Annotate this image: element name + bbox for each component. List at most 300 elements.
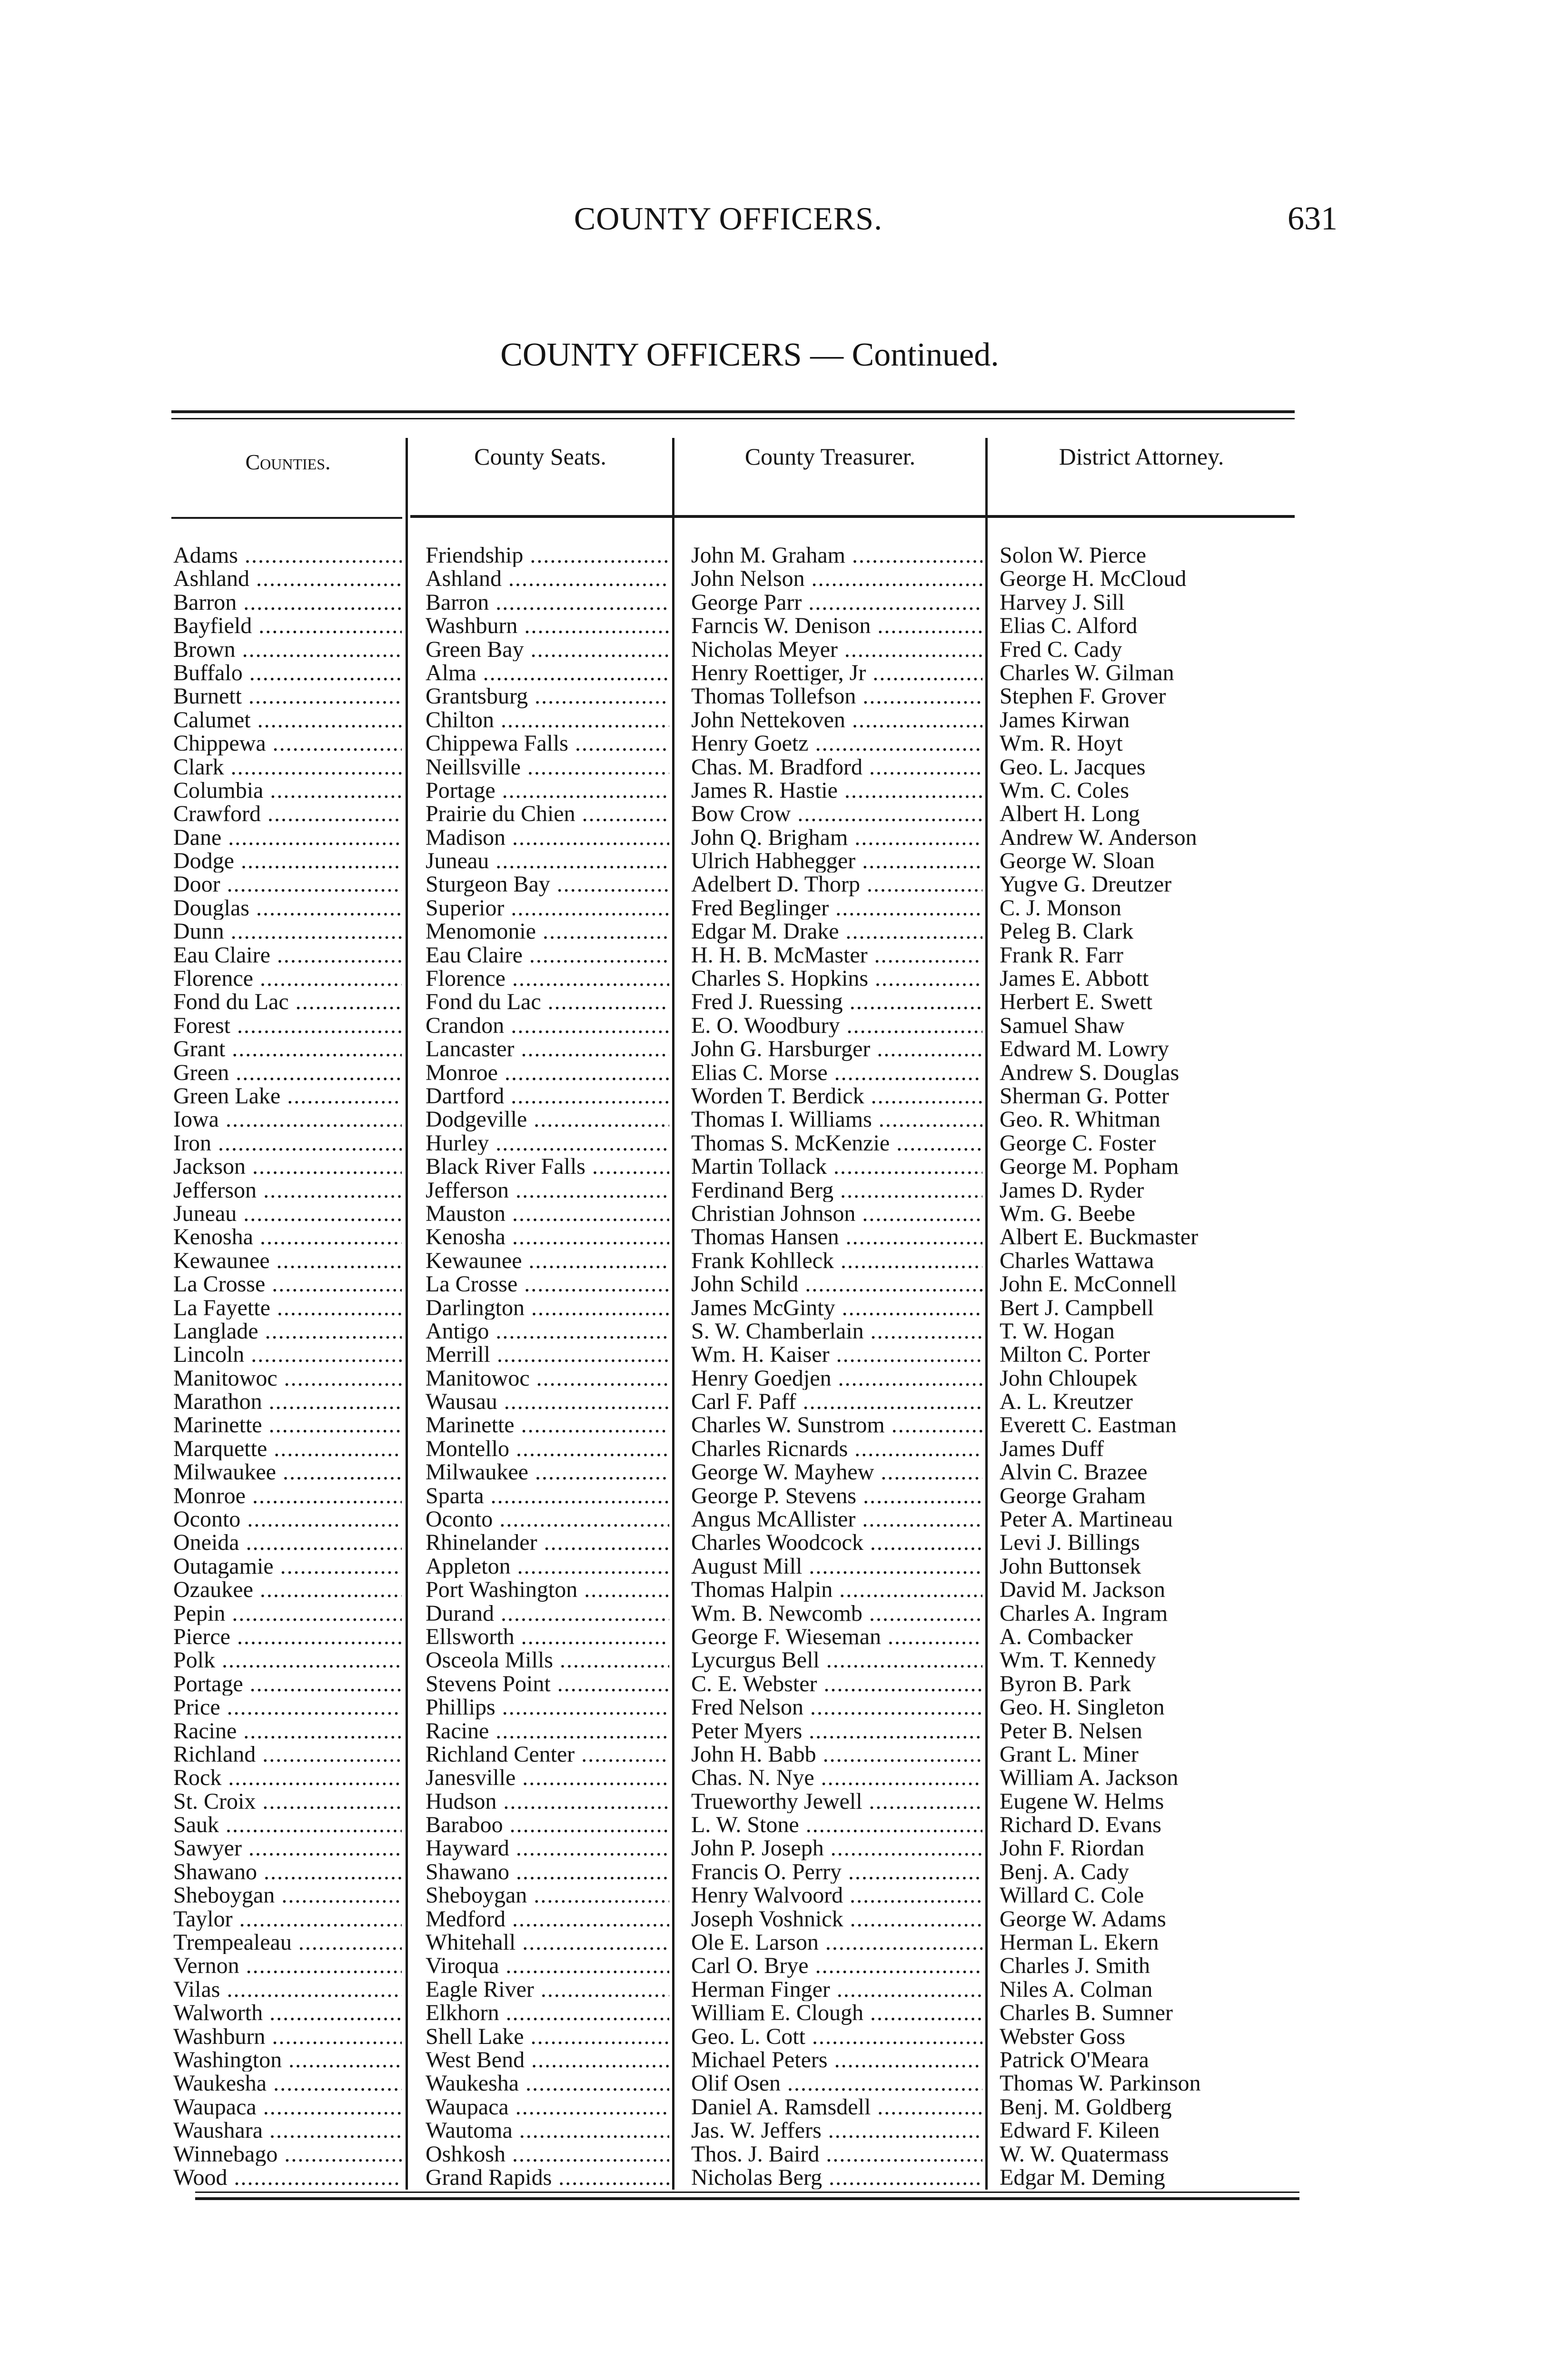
treasurer-row-text: Wm. B. Newcomb ..... — [691, 1602, 982, 1625]
district-attorney-row — [1000, 591, 1295, 614]
county-row-text: Green Lake ..... — [173, 1084, 402, 1108]
treasurer-row — [691, 1602, 982, 1625]
county-seat-row — [426, 708, 669, 732]
county-seat-row — [426, 684, 669, 708]
county-row-text: Ashland ..... — [173, 567, 402, 590]
district-attorney-row-text: Peleg B. Clark — [1000, 920, 1134, 943]
district-attorney-column — [1000, 544, 1295, 2189]
county-seat-row — [426, 2142, 669, 2166]
county-row-text: Waushara ..... — [173, 2119, 402, 2142]
district-attorney-row — [1000, 684, 1295, 708]
county-row-text: Marathon ..... — [173, 1390, 402, 1413]
treasurer-row-text: Charles W. Sunstrom ..... — [691, 1413, 982, 1437]
county-seat-row — [426, 2072, 669, 2095]
table-title: COUNTY OFFICERS — Continued. — [500, 337, 999, 373]
treasurer-row — [691, 943, 982, 967]
county-row-text: Chippewa ..... — [173, 732, 402, 755]
county-row-text: Richland ..... — [173, 1743, 402, 1766]
county-row — [173, 2048, 402, 2072]
treasurer-row-text: Ferdinand Berg ..... — [691, 1179, 982, 1202]
county-seat-row — [426, 591, 669, 614]
district-attorney-row — [1000, 1696, 1295, 1719]
district-attorney-row-text: Peter B. Nelsen — [1000, 1719, 1142, 1743]
county-seat-row-text: Ellsworth ..... — [426, 1625, 669, 1648]
treasurer-row-text: Thos. J. Baird ..... — [691, 2142, 982, 2166]
county-row-text: Washburn ..... — [173, 2025, 402, 2048]
county-row-text: Kenosha ..... — [173, 1225, 402, 1249]
county-seat-row-text: Darlington ..... — [426, 1296, 669, 1319]
county-row — [173, 1014, 402, 1037]
county-row — [173, 1108, 402, 1131]
district-attorney-row-text: Stephen F. Grover — [1000, 684, 1166, 708]
county-seat-row-text: Fond du Lac ..... — [426, 990, 669, 1013]
county-row — [173, 2025, 402, 2048]
county-seat-row-text: Menomonie ..... — [426, 920, 669, 943]
treasurer-row-text: John Nettekoven ..... — [691, 708, 982, 732]
treasurer-row — [691, 802, 982, 825]
treasurer-row — [691, 1272, 982, 1296]
district-attorney-row-text: Albert E. Buckmaster — [1000, 1225, 1199, 1249]
treasurer-row — [691, 1648, 982, 1672]
county-row — [173, 1978, 402, 2001]
county-row-text: Barron ..... — [173, 591, 402, 614]
county-row-text: Dunn ..... — [173, 920, 402, 943]
county-row — [173, 1696, 402, 1719]
county-row-text: Juneau ..... — [173, 1202, 402, 1225]
district-attorney-row-text: George W. Adams — [1000, 1907, 1166, 1931]
treasurer-row-text: Olif Osen ..... — [691, 2072, 982, 2095]
county-seat-row — [426, 2025, 669, 2048]
county-seat-row — [426, 2048, 669, 2072]
county-row-text: Ozaukee ..... — [173, 1578, 402, 1601]
treasurer-row — [691, 755, 982, 779]
county-seat-row — [426, 1413, 669, 1437]
county-seat-row — [426, 1155, 669, 1178]
county-row — [173, 1507, 402, 1531]
county-row-text: Langlade ..... — [173, 1319, 402, 1343]
county-row — [173, 1931, 402, 1954]
treasurer-row-text: Nicholas Meyer ..... — [691, 638, 982, 661]
district-attorney-row — [1000, 1578, 1295, 1601]
county-row — [173, 1672, 402, 1696]
county-seat-row-text: Phillips ..... — [426, 1696, 669, 1719]
county-seat-row — [426, 1672, 669, 1696]
county-seat-row — [426, 1907, 669, 1931]
county-seat-row-text: Medford ..... — [426, 1907, 669, 1931]
county-seat-row — [426, 1061, 669, 1084]
district-attorney-row — [1000, 2001, 1295, 2024]
district-attorney-row — [1000, 1602, 1295, 1625]
county-seat-row-text: Kewaunee ..... — [426, 1249, 669, 1272]
treasurer-row — [691, 1014, 982, 1037]
county-row-text: Jefferson ..... — [173, 1179, 402, 1202]
county-seat-row — [426, 567, 669, 590]
district-attorney-row-text: Byron B. Park — [1000, 1672, 1131, 1696]
county-seat-row — [426, 1202, 669, 1225]
treasurer-row-text: Thomas Tollefson ..... — [691, 684, 982, 708]
treasurer-row — [691, 873, 982, 896]
column-separator — [985, 438, 988, 2190]
county-row — [173, 896, 402, 920]
district-attorney-row-text: Webster Goss — [1000, 2024, 1126, 2048]
treasurer-row — [691, 896, 982, 920]
county-row-text: Buffalo ..... — [173, 661, 402, 684]
treasurer-row-text: Fred J. Ruessing ..... — [691, 990, 982, 1013]
county-row-text: Taylor ..... — [173, 1907, 402, 1931]
county-seat-row — [426, 1790, 669, 1813]
district-attorney-row-text: Wm. C. Coles — [1000, 778, 1129, 803]
treasurer-row — [691, 920, 982, 943]
treasurer-row — [691, 1179, 982, 1202]
treasurer-row — [691, 2142, 982, 2166]
county-row-text: Douglas ..... — [173, 896, 402, 920]
county-seat-row-text: Appleton ..... — [426, 1555, 669, 1578]
district-attorney-row — [1000, 802, 1295, 825]
county-row-text: Grant ..... — [173, 1037, 402, 1061]
district-attorney-row — [1000, 1249, 1295, 1272]
district-attorney-row-text: Edward M. Lowry — [1000, 1037, 1169, 1061]
treasurer-row — [691, 1813, 982, 1836]
county-row — [173, 1296, 402, 1319]
district-attorney-row — [1000, 2166, 1295, 2189]
district-attorney-row — [1000, 1719, 1295, 1743]
county-seat-row — [426, 1319, 669, 1343]
county-row-text: Vilas ..... — [173, 1978, 402, 2001]
district-attorney-row-text: James E. Abbott — [1000, 967, 1149, 991]
county-row — [173, 1648, 402, 1672]
county-row — [173, 1907, 402, 1931]
county-row — [173, 826, 402, 849]
treasurer-row — [691, 1202, 982, 1225]
county-seat-row-text: Hurley ..... — [426, 1131, 669, 1155]
county-seat-row — [426, 849, 669, 873]
district-attorney-row-text: Herman L. Ekern — [1000, 1931, 1159, 1954]
county-seat-row — [426, 1648, 669, 1672]
county-row — [173, 1460, 402, 1484]
county-row-text: Pepin ..... — [173, 1602, 402, 1625]
treasurer-row — [691, 1249, 982, 1272]
county-seat-row — [426, 638, 669, 661]
county-seat-row — [426, 1625, 669, 1648]
treasurer-row-text: Adelbert D. Thorp ..... — [691, 873, 982, 896]
county-row — [173, 1602, 402, 1625]
district-attorney-row — [1000, 920, 1295, 943]
county-row-text: Polk ..... — [173, 1648, 402, 1672]
district-attorney-row-text: George H. McCloud — [1000, 567, 1187, 591]
treasurer-row-text: L. W. Stone ..... — [691, 1813, 982, 1836]
treasurer-row-text: Ole E. Larson ..... — [691, 1931, 982, 1954]
district-attorney-row — [1000, 1037, 1295, 1061]
header-rule — [410, 515, 1295, 518]
treasurer-row — [691, 684, 982, 708]
district-attorney-row — [1000, 1625, 1295, 1648]
district-attorney-row — [1000, 1484, 1295, 1507]
county-seat-row — [426, 1578, 669, 1601]
county-seat-row-text: Madison ..... — [426, 826, 669, 849]
county-row — [173, 638, 402, 661]
treasurer-row — [691, 1978, 982, 2001]
district-attorney-row-text: Wm. T. Kennedy — [1000, 1648, 1156, 1672]
treasurer-row-text: Nicholas Berg ..... — [691, 2166, 982, 2189]
district-attorney-row — [1000, 567, 1295, 590]
county-seat-row-text: Whitehall ..... — [426, 1931, 669, 1954]
district-attorney-row-text: James Duff — [1000, 1437, 1104, 1461]
county-seat-row-text: Kenosha ..... — [426, 1225, 669, 1249]
county-seat-row-text: Marinette ..... — [426, 1413, 669, 1437]
county-seat-row — [426, 1367, 669, 1390]
treasurer-row — [691, 779, 982, 802]
county-row — [173, 544, 402, 567]
treasurer-row — [691, 591, 982, 614]
running-head: COUNTY OFFICERS. — [574, 200, 883, 237]
district-attorney-row-text: William A. Jackson — [1000, 1766, 1179, 1790]
district-attorney-row-text: Frank R. Farr — [1000, 943, 1123, 967]
treasurer-row-text: Henry Goetz ..... — [691, 732, 982, 755]
treasurer-row — [691, 2048, 982, 2072]
county-row-text: Columbia ..... — [173, 779, 402, 802]
county-row — [173, 1037, 402, 1061]
district-attorney-row — [1000, 1766, 1295, 1789]
district-attorney-row — [1000, 638, 1295, 661]
county-seat-row — [426, 1484, 669, 1507]
district-attorney-row — [1000, 1555, 1295, 1578]
county-row-text: Price ..... — [173, 1696, 402, 1719]
county-row — [173, 708, 402, 732]
county-seat-row — [426, 732, 669, 755]
treasurer-row-text: Chas. M. Bradford ..... — [691, 755, 982, 779]
county-seat-row-text: Viroqua ..... — [426, 1954, 669, 1977]
county-seat-row — [426, 1813, 669, 1836]
district-attorney-row-text: Charles Wattawa — [1000, 1249, 1154, 1273]
county-row-text: Forest ..... — [173, 1014, 402, 1037]
treasurer-row-text: Charles S. Hopkins ..... — [691, 967, 982, 990]
district-attorney-row — [1000, 1672, 1295, 1696]
district-attorney-row — [1000, 1954, 1295, 1977]
treasurer-row — [691, 1437, 982, 1460]
district-attorney-row — [1000, 1108, 1295, 1131]
county-seat-row-text: Chilton ..... — [426, 708, 669, 732]
county-row — [173, 567, 402, 590]
county-row — [173, 1413, 402, 1437]
district-attorney-row-text: Andrew S. Douglas — [1000, 1061, 1179, 1084]
county-row — [173, 755, 402, 779]
county-row-text: St. Croix ..... — [173, 1790, 402, 1813]
column-header-county-seats: County Seats. — [474, 443, 606, 470]
district-attorney-row — [1000, 708, 1295, 732]
county-row — [173, 1061, 402, 1084]
district-attorney-row-text: A. L. Kreutzer — [1000, 1390, 1133, 1414]
treasurer-row-text: E. O. Woodbury ..... — [691, 1014, 982, 1037]
treasurer-row-text: George F. Wieseman ..... — [691, 1625, 982, 1648]
county-seat-row-text: Superior ..... — [426, 896, 669, 920]
county-seat-row — [426, 990, 669, 1013]
county-row-text: Crawford ..... — [173, 802, 402, 825]
treasurer-row-text: Carl F. Paff ..... — [691, 1390, 982, 1413]
district-attorney-row-text: Yugve G. Dreutzer — [1000, 873, 1172, 896]
county-seat-row-text: Montello ..... — [426, 1437, 669, 1460]
county-seat-row — [426, 1743, 669, 1766]
treasurer-row-text: Christian Johnson ..... — [691, 1202, 982, 1225]
district-attorney-row-text: A. Combacker — [1000, 1625, 1133, 1649]
county-seat-row-text: Grantsburg ..... — [426, 684, 669, 708]
county-seat-row — [426, 1555, 669, 1578]
treasurer-row — [691, 1531, 982, 1554]
district-attorney-row-text: C. J. Monson — [1000, 896, 1122, 920]
treasurer-row — [691, 1766, 982, 1789]
county-seat-row-text: Sturgeon Bay ..... — [426, 873, 669, 896]
county-seat-row — [426, 943, 669, 967]
treasurer-row-text: James R. Hastie ..... — [691, 779, 982, 802]
county-row — [173, 1766, 402, 1789]
district-attorney-row — [1000, 2119, 1295, 2142]
district-attorney-row-text: George W. Sloan — [1000, 849, 1155, 873]
county-seat-row — [426, 2119, 669, 2142]
county-row-text: Sawyer ..... — [173, 1836, 402, 1860]
county-seat-row-text: Alma ..... — [426, 661, 669, 684]
county-seat-row-text: Lancaster ..... — [426, 1037, 669, 1061]
district-attorney-row — [1000, 1202, 1295, 1225]
county-seat-row — [426, 1884, 669, 1907]
treasurer-row — [691, 638, 982, 661]
district-attorney-row — [1000, 990, 1295, 1013]
county-row — [173, 1625, 402, 1648]
county-row — [173, 1155, 402, 1178]
county-seat-row-text: Eau Claire ..... — [426, 943, 669, 967]
county-row-text: Winnebago ..... — [173, 2142, 402, 2166]
treasurer-row — [691, 2166, 982, 2189]
county-row-text: Manitowoc ..... — [173, 1367, 402, 1390]
county-row-text: Waukesha ..... — [173, 2072, 402, 2095]
treasurer-row-text: Daniel A. Ramsdell ..... — [691, 2095, 982, 2119]
county-seat-row — [426, 1931, 669, 1954]
county-seat-row-text: Sparta ..... — [426, 1484, 669, 1507]
county-seat-row-text: Wautoma ..... — [426, 2119, 669, 2142]
county-row-text: Calumet ..... — [173, 708, 402, 732]
county-seat-row-text: Jefferson ..... — [426, 1179, 669, 1202]
county-row — [173, 1343, 402, 1366]
county-row-text: Milwaukee ..... — [173, 1460, 402, 1484]
county-seat-row-text: Dodgeville ..... — [426, 1108, 669, 1131]
district-attorney-row — [1000, 1084, 1295, 1108]
county-seat-row-text: Richland Center ..... — [426, 1743, 669, 1766]
district-attorney-row-text: Thomas W. Parkinson — [1000, 2072, 1201, 2095]
county-seat-row — [426, 1978, 669, 2001]
county-seat-row-text: Dartford ..... — [426, 1084, 669, 1108]
treasurer-row — [691, 1084, 982, 1108]
county-seat-row-text: Friendship ..... — [426, 544, 669, 567]
county-seat-row-text: Juneau ..... — [426, 849, 669, 873]
treasurer-row-text: Joseph Voshnick ..... — [691, 1907, 982, 1931]
county-seat-row — [426, 1437, 669, 1460]
county-row — [173, 1179, 402, 1202]
county-row — [173, 1225, 402, 1249]
county-row-text: La Crosse ..... — [173, 1272, 402, 1296]
county-seat-row-text: Prairie du Chien ..... — [426, 802, 669, 825]
district-attorney-row — [1000, 1155, 1295, 1178]
district-attorney-row — [1000, 661, 1295, 684]
county-seat-row — [426, 873, 669, 896]
county-row-text: Iowa ..... — [173, 1108, 402, 1131]
treasurer-row — [691, 2001, 982, 2024]
county-seat-row — [426, 1954, 669, 1977]
county-row — [173, 1719, 402, 1743]
treasurer-row-text: Farncis W. Denison ..... — [691, 614, 982, 637]
county-row — [173, 1743, 402, 1766]
district-attorney-row — [1000, 1860, 1295, 1884]
county-row — [173, 2095, 402, 2119]
treasurer-row — [691, 1884, 982, 1907]
district-attorney-row-text: Charles A. Ingram — [1000, 1601, 1168, 1625]
county-row — [173, 1131, 402, 1155]
county-row-text: Marinette ..... — [173, 1413, 402, 1437]
district-attorney-row — [1000, 849, 1295, 873]
county-seat-row-text: Crandon ..... — [426, 1014, 669, 1037]
county-seat-row — [426, 1037, 669, 1061]
county-treasurer-column — [691, 544, 982, 2189]
county-row — [173, 1954, 402, 1977]
district-attorney-row-text: Herbert E. Swett — [1000, 990, 1153, 1014]
treasurer-row-text: George P. Stevens ..... — [691, 1484, 982, 1507]
district-attorney-row-text: Peter A. Martineau — [1000, 1507, 1173, 1531]
county-row — [173, 2119, 402, 2142]
county-row — [173, 849, 402, 873]
county-row-text: Brown ..... — [173, 638, 402, 661]
district-attorney-row-text: Edward F. Kileen — [1000, 2119, 1160, 2142]
county-row-text: Kewaunee ..... — [173, 1249, 402, 1272]
header-rule — [171, 517, 402, 519]
treasurer-row-text: Charles Woodcock ..... — [691, 1531, 982, 1554]
treasurer-row-text: Martin Tollack ..... — [691, 1155, 982, 1178]
county-row — [173, 920, 402, 943]
district-attorney-row-text: Eugene W. Helms — [1000, 1789, 1164, 1814]
treasurer-row — [691, 1460, 982, 1484]
county-row — [173, 591, 402, 614]
county-seat-row — [426, 1225, 669, 1249]
county-row — [173, 661, 402, 684]
district-attorney-row — [1000, 1743, 1295, 1766]
county-row — [173, 2001, 402, 2024]
treasurer-row-text: John Schild ..... — [691, 1272, 982, 1296]
district-attorney-row — [1000, 1531, 1295, 1554]
county-seat-row — [426, 1249, 669, 1272]
district-attorney-row — [1000, 1978, 1295, 2001]
district-attorney-row — [1000, 1225, 1295, 1249]
county-seat-row — [426, 967, 669, 990]
county-seat-row-text: Chippewa Falls ..... — [426, 732, 669, 755]
column-header-counties: Counties. — [245, 450, 331, 474]
county-row — [173, 967, 402, 990]
treasurer-row — [691, 1625, 982, 1648]
county-seat-row-text: Janesville ..... — [426, 1766, 669, 1789]
county-seat-row — [426, 2166, 669, 2189]
treasurer-row-text: Thomas Hansen ..... — [691, 1225, 982, 1249]
county-seat-row — [426, 2095, 669, 2119]
county-seat-row — [426, 826, 669, 849]
treasurer-row — [691, 614, 982, 637]
county-row-text: Green ..... — [173, 1061, 402, 1084]
treasurer-row — [691, 1367, 982, 1390]
treasurer-row — [691, 967, 982, 990]
treasurer-row-text: C. E. Webster ..... — [691, 1672, 982, 1696]
county-row-text: Oneida ..... — [173, 1531, 402, 1554]
treasurer-row-text: Edgar M. Drake ..... — [691, 920, 982, 943]
county-row — [173, 614, 402, 637]
district-attorney-row-text: Wm. R. Hoyt — [1000, 732, 1123, 755]
county-row-text: Burnett ..... — [173, 684, 402, 708]
county-row — [173, 1813, 402, 1836]
treasurer-row-text: George W. Mayhew ..... — [691, 1460, 982, 1484]
column-header-county-treasurer: County Treasurer. — [744, 443, 916, 470]
